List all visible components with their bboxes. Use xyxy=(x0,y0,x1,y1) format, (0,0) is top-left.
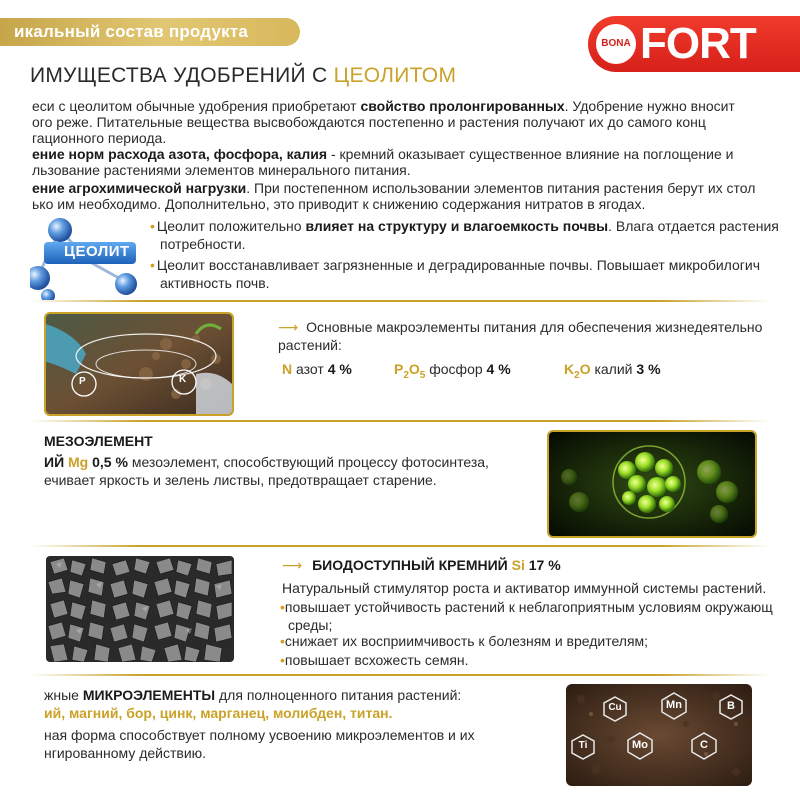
intro-paragraph-2: ение норм расхода азота, фосфора, калия - кремний оказывает существенное влияние на поглощение и льзование растениями элементов минерального питания. xyxy=(32,146,734,178)
bona-forte-logo xyxy=(588,16,800,72)
arrow-icon: ⟶ xyxy=(278,319,299,335)
element-badge-b: B xyxy=(718,694,744,725)
soil-hands-photo xyxy=(44,312,234,416)
logo-bona-mark: BONA xyxy=(596,24,636,64)
meso-text: ИЙ Mg 0,5 % мезоэлемент, способствующий процессу фотосинтеза, ечивает яркость и зелень листвы, предотвращает старение. xyxy=(44,454,489,488)
macro-item-nitrogen: N азот 4 % xyxy=(282,361,352,377)
macro-item-phosphorus: $P_2O_5$ фосфор 4 % xyxy=(394,361,511,381)
arrow-icon: ⟶ xyxy=(282,557,303,573)
element-badge-c: C xyxy=(690,732,718,765)
silicon-gravel-photo xyxy=(46,556,234,662)
zeolite-molecule-image xyxy=(30,212,150,300)
macro-intro: ⟶ Основные макроэлементы питания для обеспечения жизнедеятельно растений: xyxy=(278,319,763,353)
silicon-bullet-1: •повышает устойчивость растений к неблагоприятным условиям окружающ среды; xyxy=(280,599,773,633)
intro-paragraph-3: ение агрохимической нагрузки. При постепенном использовании элементов питания растения берут их стол ько им необходимо. Дополнительно, это приводит к снижению содержания нитратов в ягодах. xyxy=(32,180,756,212)
banner-label: икальный состав продукта xyxy=(14,22,249,41)
divider xyxy=(30,545,770,547)
element-badge-mo: Mo xyxy=(626,732,654,765)
element-badge-cu: Cu xyxy=(602,696,628,727)
photo-label-p: P xyxy=(79,376,86,387)
micro-text: жные МИКРОЭЛЕМЕНТЫ для полноценного питания растений: ий, магний, бор, цинк, марганец, молибден, титан. ная форма способствует полному усвоению микроэлементов и их нгированному действию. xyxy=(44,687,475,761)
page-title xyxy=(30,64,456,88)
title-accent: ЦЕОЛИТОМ xyxy=(333,64,457,87)
meso-title: МЕЗОЭЛЕМЕНТ xyxy=(44,433,153,449)
element-badge-mn: Mn xyxy=(660,692,688,725)
divider xyxy=(30,420,770,422)
macro-item-potassium: $K_2O$ калий 3 % xyxy=(564,361,661,381)
logo-brand-text: FORT xyxy=(640,19,756,68)
element-badge-ti: Ti xyxy=(570,734,596,765)
micro-soil-photo xyxy=(566,684,752,786)
intro-paragraph-1: еси с цеолитом обычные удобрения приобретают свойство пролонгированных. Удобрение нужно вносит ого реже. Питательные вещества высвобождаются постепенно и растения получают их до самого конц гационного периода. xyxy=(32,98,735,146)
zeolite-bullet-1: • Цеолит положительно влияет на структуру и влагоемкость почвы. Влага отдается растения потребности. xyxy=(150,218,779,252)
divider xyxy=(30,674,770,676)
title-main: ИМУЩЕСТВА УДОБРЕНИЙ С xyxy=(30,64,334,87)
section-banner xyxy=(0,18,300,46)
green-cells-photo xyxy=(547,430,757,538)
zeolite-bullet-2: • Цеолит восстанавливает загрязненные и деградированные почвы. Повышает микробилогич активность почв. xyxy=(150,257,761,291)
divider xyxy=(30,300,770,302)
photo-label-k: K xyxy=(179,374,187,385)
silicon-title: ⟶ БИОДОСТУПНЫЙ КРЕМНИЙ Si 17 % xyxy=(282,557,561,573)
silicon-bullet-2: •снижает их восприимчивость к болезням и вредителям; xyxy=(280,633,649,649)
silicon-bullet-3: •повышает всхожесть семян. xyxy=(280,652,469,668)
zeolite-badge-label: ЦЕОЛИТ xyxy=(64,243,130,260)
silicon-description: Натуральный стимулятор роста и активатор иммунной системы растений. xyxy=(282,580,767,596)
